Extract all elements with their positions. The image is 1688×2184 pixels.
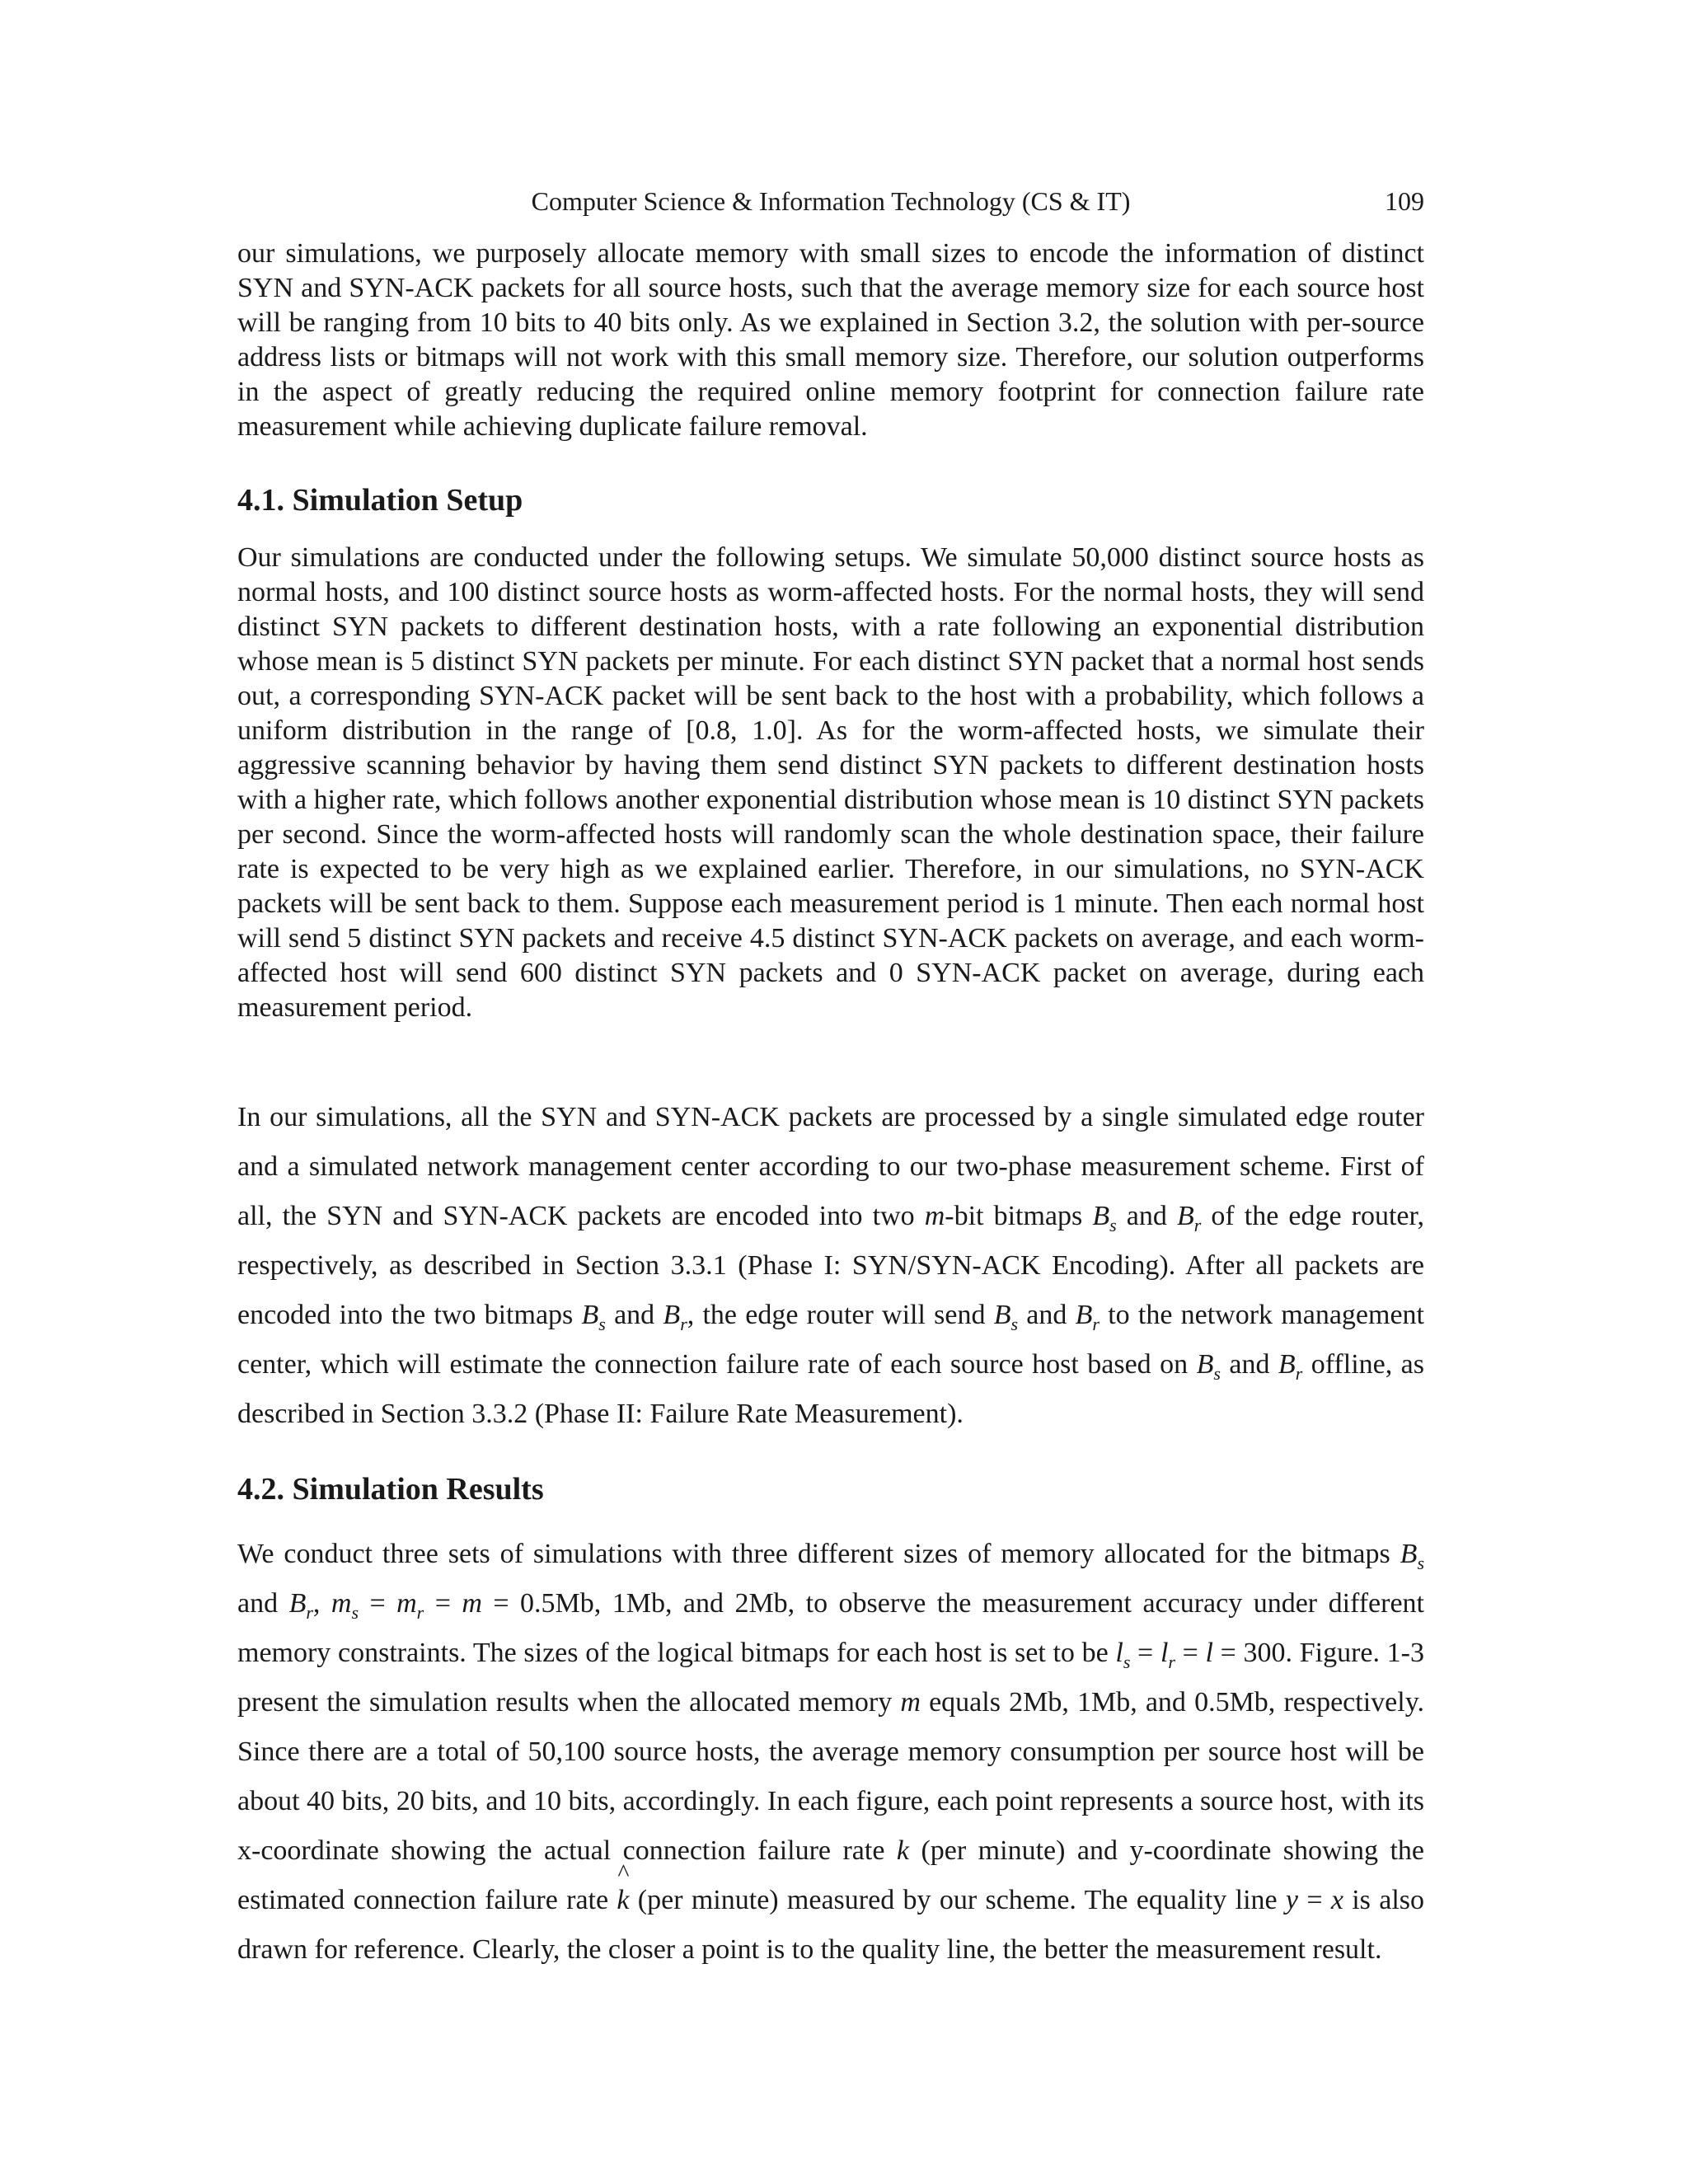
text-run: (per minute) measured by our scheme. The equality line [629,1885,1286,1915]
simulation-process-paragraph-block [237,1093,1424,1439]
results-paragraph-block [237,1530,1424,1975]
text-run: offline, as described in Section 3.3.2 (Phase II: Failure Rate Measurement). [237,1349,1425,1429]
math-m: m [900,1687,921,1718]
text-run: , [312,1588,331,1619]
math-m: m [924,1201,945,1231]
math-logical-bitmap-equation: $l_s = l_r = l = 300$ [1115,1638,1286,1672]
text-run: (per minute) and y-coordinate showing the estimated connection failure rate [237,1835,1425,1915]
math-k-hat: ^ k [617,1859,630,1915]
text-run: . Figure. 1-3 present the simulation results when the allocated memory [237,1638,1424,1718]
text-run: is also drawn for reference. Clearly, the closer a point is to the quality line, the better the measurement result. [237,1885,1424,1965]
text-run: and [1220,1349,1278,1380]
text-run: , the edge router will send [687,1300,994,1330]
math-bitmap-br: $B_r$ [1075,1300,1100,1334]
journal-title: Computer Science & Information Technology (CS & IT) [531,186,1131,216]
math-bitmap-bs: $B_s$ [1092,1201,1117,1235]
math-memory-equation: $m_s = m_r = m = 0.5Mb$ [331,1588,594,1623]
page-number: 109 [1385,186,1424,216]
text-run: and [1116,1201,1177,1231]
text-run: of the edge router, respectively, as described in Section 3.3.1 (Phase I: SYN/SYN-ACK Encoding). After all packets are encoded into the two bitmaps [237,1201,1424,1330]
text-run: and [605,1300,663,1330]
math-bitmap-bs: $B_s$ [993,1300,1019,1334]
text-run: equals 2Mb, 1Mb, and 0.5Mb, respectively. Since there are a total of 50,100 source hosts, the average memory consumption per source host will be about 40 bits, 20 bits, and 10 bits, accordingly. In each figure, each point represents a source host, with its x-coordinate showing the actual connection failure rate [237,1687,1424,1866]
text-run: to the network management center, which will estimate the connection failure rate of each source host based on [237,1300,1424,1380]
text-run: We conduct three sets of simulations with three different sizes of memory allocated for the bitmaps [237,1539,1400,1569]
simulation-process-paragraph [237,1093,1424,1439]
math-bitmap-bs: $B_s$ [581,1300,606,1334]
text-run: , 1Mb, and 2Mb, to observe the measurement accuracy under different memory constraints. The sizes of the logical bitmaps for each host is set to be [237,1588,1425,1668]
math-bitmap-br: $B_r$ [1278,1349,1303,1384]
intro-paragraph: our simulations, we purposely allocate memory with small sizes to encode the information of distinct SYN and SYN-ACK packets for all source hosts, such that the average memory size for each source host will be ranging from 10 bits to 40 bits only. As we explained in Section 3.2, the solution with per-source address lists or bitmaps will not work with this small memory size. Therefore, our solution outperforms in the aspect of greatly reducing the required online memory footprint for connection failure rate measurement while achieving duplicate failure removal. [237,238,1424,442]
text-run: In our simulations, all the SYN and SYN-ACK packets are processed by a single simulated edge router and a simulated network management center according to our two-phase measurement scheme. First of all, the SYN and SYN-ACK packets are encoded into two [237,1102,1424,1231]
setup-paragraph: Our simulations are conducted under the following setups. We simulate 50,000 distinct source hosts as normal hosts, and 100 distinct source hosts as worm-affected hosts. For the normal hosts, they will send distinct SYN packets to different destination hosts, with a rate following an exponential distribution whose mean is 5 distinct SYN packets per minute. For each distinct SYN packet that a normal host sends out, a corresponding SYN-ACK packet will be sent back to the host with a probability, which follows a uniform distribution in the range of [0.8, 1.0]. As for the worm-affected hosts, we simulate their aggressive scanning behavior by having them send distinct SYN packets to different destination hosts with a higher rate, which follows another exponential distribution whose mean is 10 distinct SYN packets per second. Since the worm-affected hosts will randomly scan the whole destination space, their failure rate is expected to be very high as we explained earlier. Therefore, in our simulations, no SYN-ACK packets will be sent back to them. Suppose each measurement period is 1 minute. Then each normal host will send 5 distinct SYN packets and receive 4.5 distinct SYN-ACK packets on average, and each worm-affected host will send 600 distinct SYN packets and 0 SYN-ACK packet on average, during each measurement period. [237,542,1424,1023]
results-paragraph [237,1530,1424,1975]
math-bitmap-br: $B_r$ [1176,1201,1202,1235]
intro-paragraph-block [237,237,1424,444]
text-run: and [237,1588,289,1619]
text-run: -bit bitmaps [945,1201,1093,1231]
text-run: and [1018,1300,1076,1330]
math-equality-line: y = x [1285,1885,1343,1915]
setup-paragraph-block [237,541,1424,1025]
running-header [237,183,1424,219]
math-bitmap-bs: $B_s$ [1400,1539,1424,1573]
math-bitmap-br: $B_r$ [663,1300,687,1334]
math-bitmap-br: $B_r$ [288,1588,313,1623]
math-k: k [896,1835,909,1866]
section-heading-simulation-results: 4.2. Simulation Results [237,1472,544,1507]
math-bitmap-bs: $B_s$ [1196,1349,1221,1384]
section-heading-simulation-setup: 4.1. Simulation Setup [237,483,523,518]
